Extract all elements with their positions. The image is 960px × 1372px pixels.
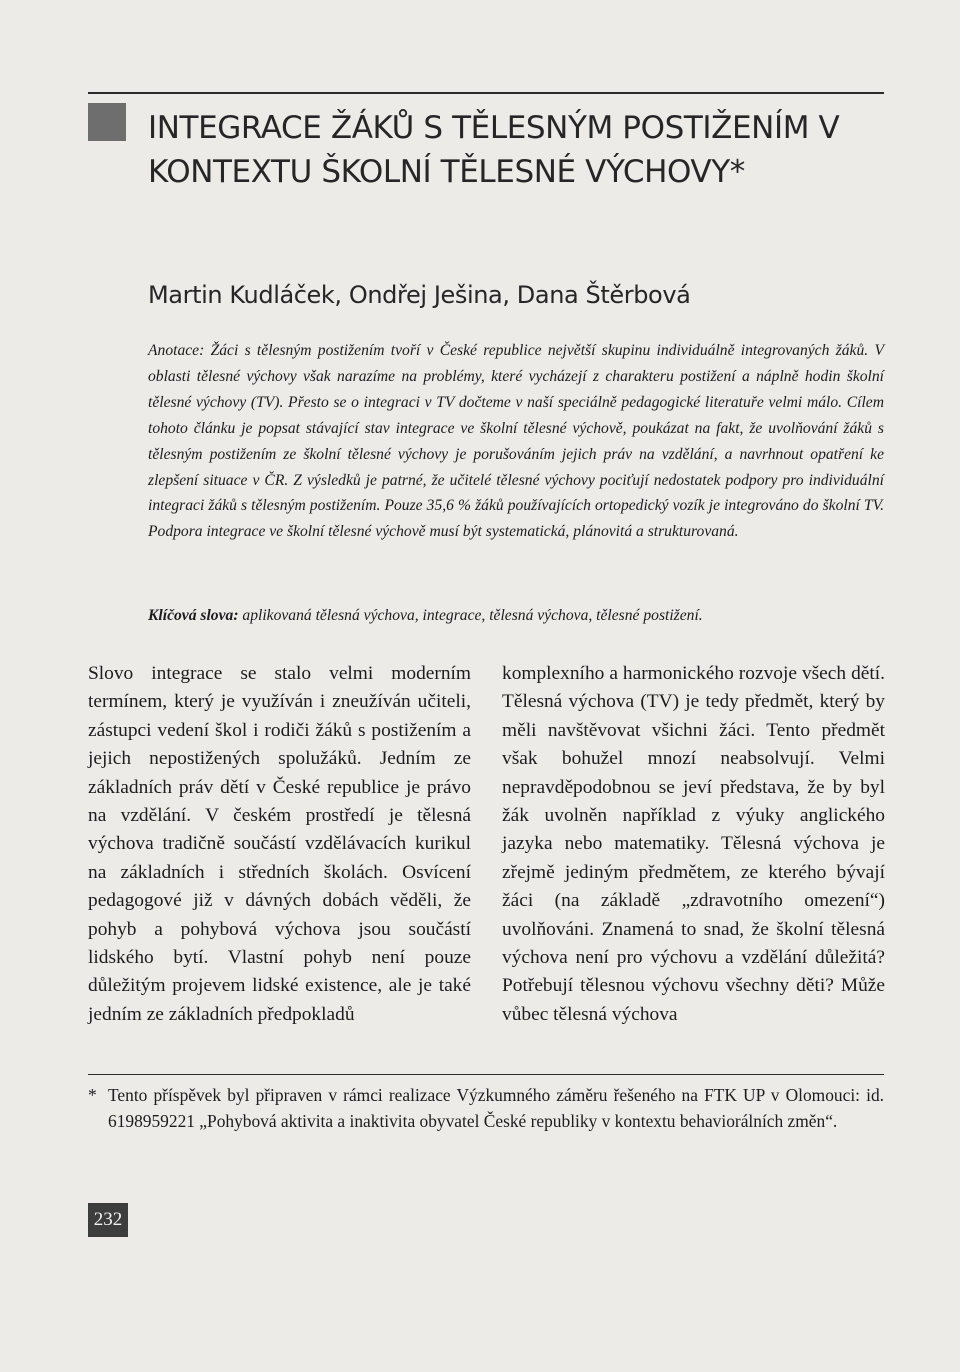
page-number: 232 <box>88 1203 128 1237</box>
article-abstract: Anotace: Žáci s tělesným postižením tvoří v České republice největší skupinu individuálně integrovaných žáků. V oblasti tělesné výchovy však narazíme na problémy, které vycházejí z charakteru postižení a náplně hodin školní tělesné výchovy (TV). Přesto se o integraci v TV dočteme v naší speciálně pedagogické literatuře velmi málo. Cílem tohoto článku je popsat stávající stav integrace ve školní tělesné výchově, poukázat na fakt, že uvolňování žáků s tělesným postižením ze školní tělesné výchovy je porušováním jejich práv na vzdělání, a navrhnout opatření ke zlepšení situace v ČR. Z výsledků je patrné, že učitelé tělesné výchovy pociťují nedostatek podpory pro individuální integraci žáků s tělesným postižením. Pouze 35,6 % žáků používajících ortopedický vozík je integrováno do školní TV. Podpora integrace ve školní tělesné výchově musí být systematická, plánovitá a strukturovaná. <box>148 342 884 541</box>
top-rule <box>88 92 884 94</box>
article-keywords <box>148 603 884 629</box>
body-column-left: Slovo integrace se stalo velmi moderním termínem, který je využíván i zneužíván učiteli, zástupci vedení škol i rodiči žáků s postižením a jejich nepostižených spolužáků. Jedním ze základních práv dětí v České republice je právo na vzdělání. V českém prostředí je tělesná výchova tradičně součástí vzdělávacích kurikul na základních i středních školách. Osvícení pedagogové již v dávných dobách věděli, že pohyb a pohybová výchova jsou součástí lidského bytí. Vlastní pohyb není pouze důležitým projevem lidské existence, ale je také jedním ze základních předpokladů <box>88 663 471 1025</box>
footnote-mark: * <box>88 1085 97 1105</box>
keywords-text: aplikovaná tělesná výchova, integrace, tělesná výchova, tělesné postižení. <box>238 607 703 624</box>
article-authors: Martin Kudláček, Ondřej Ješina, Dana Štěrbová <box>148 281 691 309</box>
article-title: INTEGRACE ŽÁKŮ S TĚLESNÝM POSTIŽENÍM V KONTEXTU ŠKOLNÍ TĚLESNÉ VÝCHOVY* <box>148 110 840 190</box>
body-column-right: komplexního a harmonického rozvoje všech dětí. Tělesná výchova (TV) je tedy předmět, který by měli navštěvovat všichni žáci. Tento předmět však bohužel mnozí neabsolvují. Velmi nepravděpodobnou se jeví představa, že by byl žák uvolněn například z výuky anglického jazyka nebo matematiky. Tělesná výchova je zřejmě jediným předmětem, ze kterého bývají žáci (na základě „zdravotního omezení“) uvolňováni. Znamená to snad, že školní tělesná výchova není pro výchovu a vzdělání důležitá? Potřebují tělesnou výchovu všechny děti? Může vůbec tělesná výchova <box>502 663 885 1025</box>
keywords-label: Klíčová slova: <box>148 607 239 624</box>
title-marker-square <box>88 103 126 141</box>
footnote <box>88 1082 884 1134</box>
footnote-separator <box>88 1074 884 1075</box>
footnote-text: Tento příspěvek byl připraven v rámci realizace Výzkumného záměru řešeného na FTK UP v Olomouci: id. 6198959221 „Pohybová aktivita a inaktivita obyvatel České republiky v kontextu behaviorálních změn“. <box>108 1085 884 1131</box>
